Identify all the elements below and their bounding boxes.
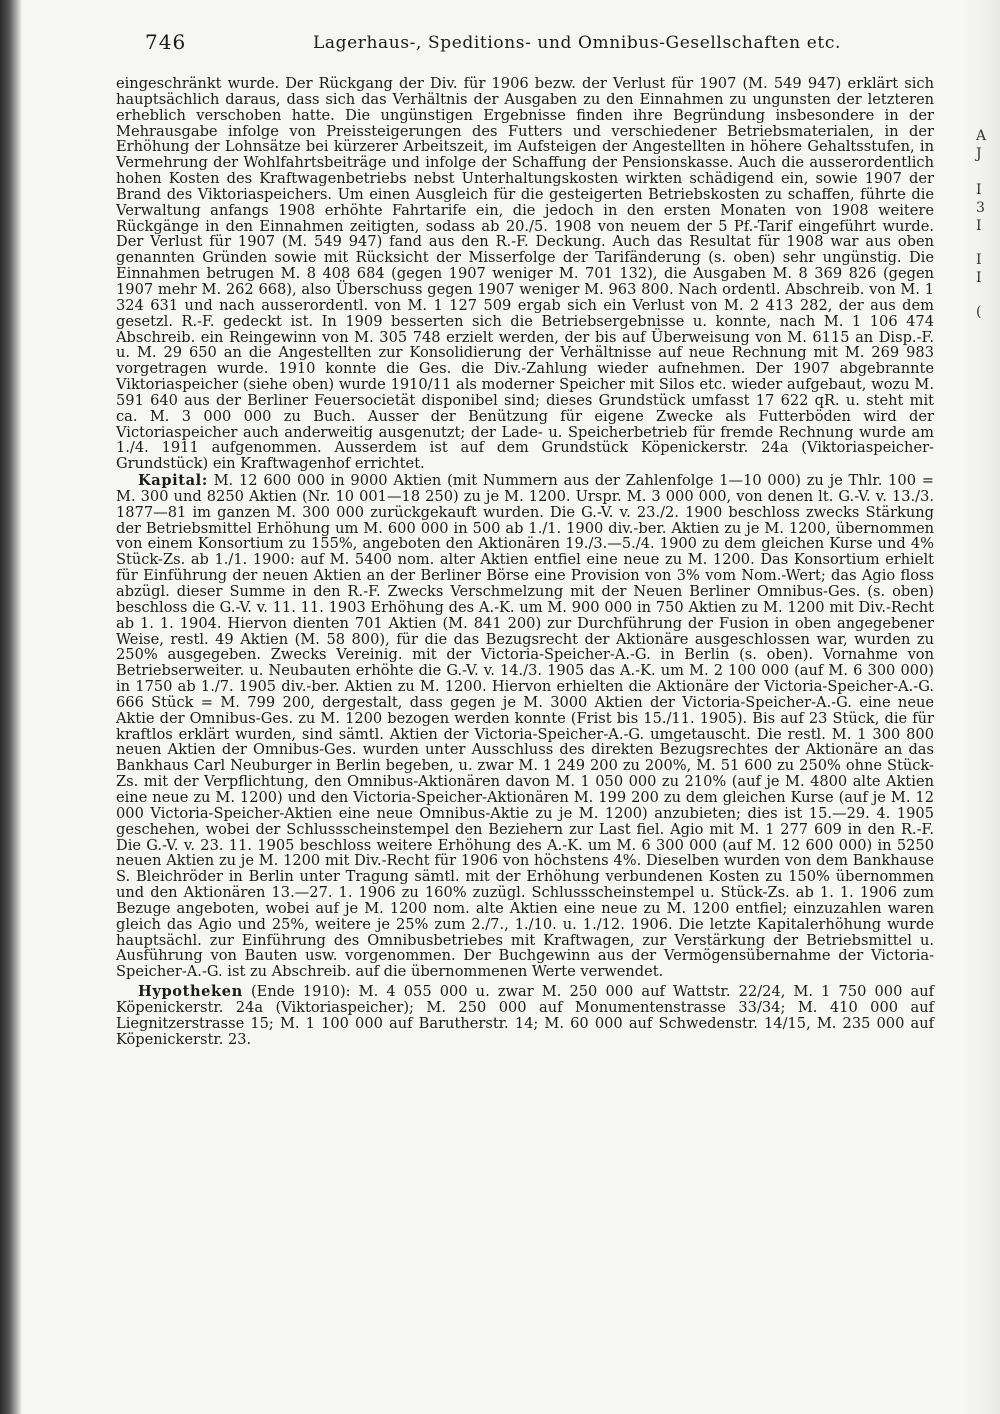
paragraph-kapital bbox=[116, 473, 934, 980]
page-number: 746 bbox=[145, 30, 187, 54]
binding-shadow bbox=[0, 0, 22, 1414]
hypotheken-text: (Ende 1910): M. 4 055 000 u. zwar M. 250 000 auf Wattstr. 22/24, M. 1 750 000 auf Köpenickerstr. 24a (Viktoriaspeicher); M. 250 000 auf Monumentenstrasse 33/34; M. 410 000 auf Liegnitzerstrasse 15; M. 1 100 000 auf Barutherstr. 14; M. 60 000 auf Schwedenstr. 14/15, M. 235 000 auf Köpenickerstr. 23. bbox=[116, 983, 934, 1048]
margin-fragment: I bbox=[976, 252, 982, 268]
kapital-label: Kapital: bbox=[138, 472, 208, 490]
margin-fragment: ( bbox=[976, 304, 982, 320]
margin-fragment: A bbox=[976, 128, 987, 144]
paragraph-hypotheken bbox=[116, 984, 934, 1047]
running-title: Lagerhaus-, Speditions- und Omnibus-Gesellschaften etc. bbox=[313, 33, 841, 53]
body-text bbox=[116, 76, 934, 1047]
next-page-edge bbox=[962, 0, 1000, 1414]
kapital-text: M. 12 600 000 in 9000 Aktien (mit Nummern aus der Zahlenfolge 1—10 000) zu je Thlr. 100 = M. 300 und 8250 Aktien (Nr. 10 001—18 250) zu je M. 1200. Urspr. M. 3 000 000, von denen lt. G.-V. v. 13./3. 1877—81 im ganzen M. 300 000 zurückgekauft wurden. Die G.-V. v. 23./2. 1900 beschloss zwecks Stärkung der Betriebsmittel Erhöhung um M. 600 000 in 500 ab 1./1. 1900 div.-ber. Aktien zu je M. 1200, übernommen von einem Konsortium zu 155%, angeboten den Aktionären 19./3.—5./4. 1900 zu dem gleichen Kurse und 4% Stück-Zs. ab 1./1. 1900: auf M. 5400 nom. alter Aktien entfiel eine neue zu M. 1200. Das Konsortium erhielt für Einführung der neuen Aktien an der Berliner Börse eine Provision von 3% vom Nom.-Wert; das Agio floss abzügl. dieser Summe in den R.-F. Zwecks Verschmelzung mit der Neuen Berliner Omnibus-Ges. (s. oben) beschloss die G.-V. v. 11. 11. 1903 Erhöhung des A.-K. um M. 900 000 in 750 Aktien zu M. 1200 mit Div.-Recht ab 1. 1. 1904. Hiervon dienten 701 Aktien (M. 841 200) zur Durchführung der Fusion in oben angegebener Weise, restl. 49 Aktien (M. 58 800), für die das Bezugsrecht der Aktionäre ausgeschlossen war, wurden zu 250% ausgegeben. Zwecks Vereinig. mit der Victoria-Speicher-A.-G. in Berlin (s. oben). Vornahme von Betriebserweiter. u. Neubauten erhöhte die G.-V. v. 14./3. 1905 das A.-K. um M. 2 100 000 (auf M. 6 300 000) in 1750 ab 1./7. 1905 div.-ber. Aktien zu M. 1200. Hiervon erhielten die Aktionäre der Victoria-Speicher-A.-G. 666 Stück = M. 799 200, dergestalt, dass gegen je M. 3000 Aktien der Victoria-Speicher-A.-G. eine neue Aktie der Omnibus-Ges. zu M. 1200 bezogen werden konnte (Frist bis 15./11. 1905). Bis auf 23 Stück, die für kraftlos erklärt wurden, sind sämtl. Aktien der Victoria-Speicher-A.-G. umgetauscht. Die restl. M. 1 300 800 neuen Aktien der Omnibus-Ges. wurden unter Ausschluss des direkten Bezugsrechtes der Aktionäre an das Bankhaus Carl Neuburger in Berlin begeben, u. zwar M. 1 249 200 zu 200%, M. 51 600 zu 250% ohne Stück-Zs. mit der Verpflichtung, den Omnibus-Aktionären davon M. 1 050 000 zu 210% (auf je M. 4800 alte Aktien eine neue zu M. 1200) und den Victoria-Speicher-Aktionären M. 199 200 zu dem gleichen Kurse (auf je M. 12 000 Victoria-Speicher-Aktien eine neue Omnibus-Aktie zu je M. 1200) anzubieten; dies ist 15.—29. 4. 1905 geschehen, wobei der Schlussscheinstempel den Beziehern zur Last fiel. Agio mit M. 1 277 609 in den R.-F. Die G.-V. v. 23. 11. 1905 beschloss weitere Erhöhung des A.-K. um M. 6 300 000 (auf M. 12 600 000) in 5250 neuen Aktien zu je M. 1200 mit Div.-Recht für 1906 von höchstens 4%. Dieselben wurden von dem Bankhause S. Bleichröder in Berlin unter Tragung sämtl. mit der Erhöhung verbundenen Kosten zu 150% übernommen und den Aktionären 13.—27. 1. 1906 zu 160% zuzügl. Schlussscheinstempel u. Stück-Zs. ab 1. 1. 1906 zum Bezuge angeboten, wobei auf je M. 1200 nom. alte Aktien eine neue zu M. 1200 entfiel; einzuzahlen waren gleich das Agio und 25%, weitere je 25% zum 2./7., 1./10. u. 1./12. 1906. Die letzte Kapitalerhöhung wurde hauptsächl. zur Einführung des Omnibusbetriebes mit Kraftwagen, zur Verstärkung der Betriebsmittel u. Ausführung von Bauten usw. vorgenommen. Der Buchgewinn aus der Vermögensübernahme der Victoria-Speicher-A.-G. ist zu Abschreib. auf die übernommenen Werte verwendet. bbox=[116, 472, 934, 981]
margin-fragment: I bbox=[976, 218, 982, 234]
margin-fragment: I bbox=[976, 270, 982, 286]
hypotheken-label: Hypotheken bbox=[138, 983, 243, 1001]
page-header bbox=[145, 30, 945, 60]
margin-fragment: J bbox=[976, 146, 982, 162]
margin-fragment: 3 bbox=[976, 200, 985, 216]
margin-fragment: I bbox=[976, 182, 982, 198]
paragraph-operations: eingeschränkt wurde. Der Rückgang der Div. für 1906 bezw. der Verlust für 1907 (M. 549 947) erklärt sich hauptsächlich daraus, dass sich das Verhältnis der Ausgaben zu den Einnahmen zu ungunsten der letzteren erheblich verschoben hatte. Die ungünstigen Ergebnisse finden ihre Begründung insbesondere in der Mehrausgabe infolge von Preissteigerungen des Futters und verschiedener Betriebsmaterialen, in der Erhöhung der Lohnsätze bei kürzerer Arbeitszeit, im Aufsteigen der Angestellten in höhere Gehaltsstufen, in Vermehrung der Wohlfahrtsbeiträge und infolge der Schaffung der Pensionskasse. Auch die ausserordentlich hohen Kosten des Kraftwagenbetriebs nebst Unterhaltungskosten wirkten schädigend ein, sowie 1907 der Brand des Viktoriaspeichers. Um einen Ausgleich für die gesteigerten Betriebskosten zu schaffen, führte die Verwaltung anfangs 1908 erhöhte Fahrtarife ein, die jedoch in den ersten Monaten von 1908 weitere Rückgänge in den Einnahmen zeitigten, sodass ab 20./5. 1908 von neuem der 5 Pf.-Tarif eingeführt wurde. Der Verlust für 1907 (M. 549 947) fand aus den R.-F. Deckung. Auch das Resultat für 1908 war aus oben genannten Gründen sowie mit Rücksicht der Misserfolge der Tarifänderung (s. oben) sehr ungünstig. Die Einnahmen betrugen M. 8 408 684 (gegen 1907 weniger M. 701 132), die Ausgaben M. 8 369 826 (gegen 1907 mehr M. 262 668), also Überschuss gegen 1907 weniger M. 963 800. Nach ordentl. Abschreib. von M. 1 324 631 und nach ausserordentl. von M. 1 127 509 ergab sich ein Verlust von M. 2 413 282, der aus dem gesetzl. R.-F. gedeckt ist. In 1909 besserten sich die Betriebsergebnisse u. konnte, nach M. 1 106 474 Abschreib. ein Reingewinn von M. 305 748 erzielt werden, der bis auf Überweisung von M. 6115 an Disp.-F. u. M. 29 650 an die Angestellten zur Konsolidierung der Verhältnisse auf neue Rechnung mit M. 269 983 vorgetragen wurde. 1910 konnte die Ges. die Div.-Zahlung wieder aufnehmen. Der 1907 abgebrannte Viktoriaspeicher (siehe oben) wurde 1910/11 als moderner Speicher mit Silos etc. wieder aufgebaut, wozu M. 591 640 aus der Berliner Feuersocietät disponibel sind; dieses Grundstück umfasst 17 622 qR. u. steht mit ca. M. 3 000 000 zu Buch. Ausser der Benützung für eigene Zwecke als Futterböden wird der Victoriaspeicher auch anderweitig ausgenutzt; der Lade- u. Speicherbetrieb für fremde Rechnung wurde am 1./4. 1911 aufgenommen. Ausserdem ist auf dem Grundstück Köpenickerstr. 24a (Viktoriaspeicher-Grundstück) ein Kraftwagenhof errichtet. bbox=[116, 75, 934, 473]
